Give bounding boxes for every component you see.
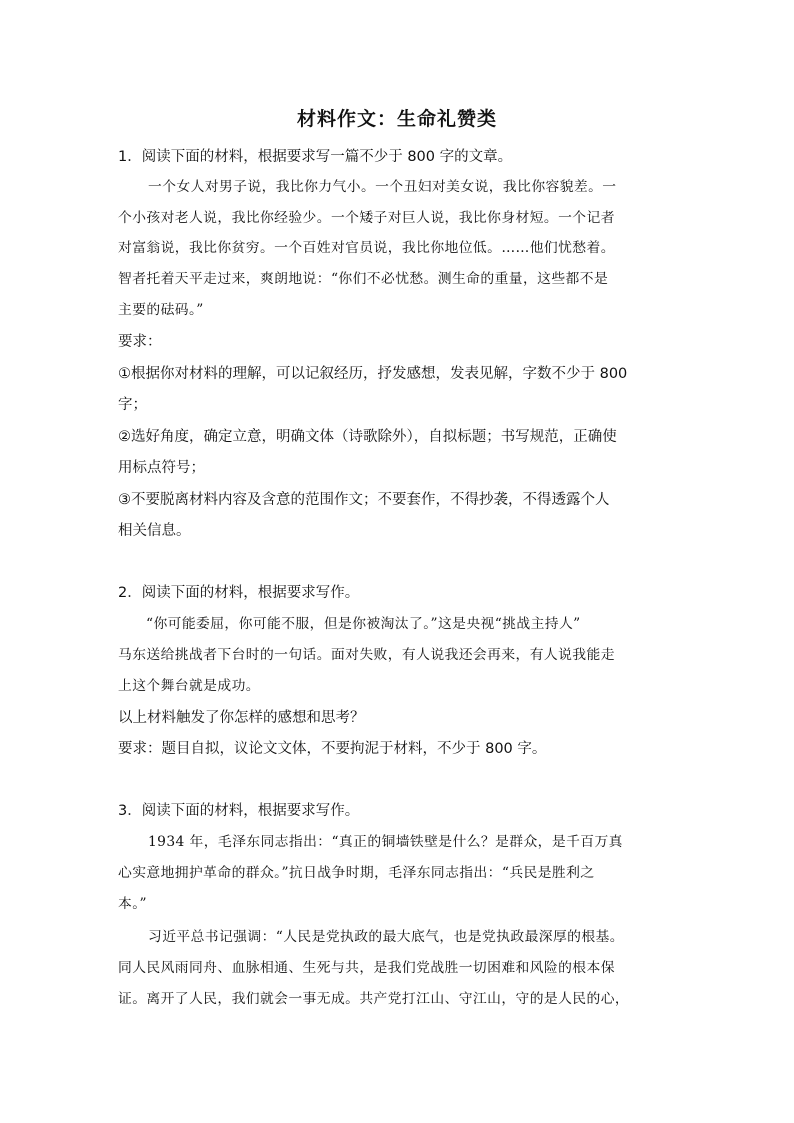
q3-material-line: 心实意地拥护革命的群众。”抗日战争时期，毛泽东同志指出：“兵民是胜利之: [118, 865, 595, 881]
q1-requirements-label: 要求：: [118, 334, 162, 350]
q1-requirement-line: 相关信息。: [118, 523, 191, 539]
document-title: 材料作文：生命礼赞类: [296, 108, 497, 130]
q3-material-line: 证。离开了人民，我们就会一事无成。共产党打江山、守江山，守的是人民的心，: [118, 991, 630, 1007]
q1-requirement-line: 字；: [118, 397, 147, 413]
q3-material-line: 同人民风雨同舟、血脉相通、生死与共，是我们党战胜一切困难和风险的根本保: [118, 960, 615, 976]
q1-material-line: 个小孩对老人说，我比你经验少。一个矮子对巨人说，我比你身材短。一个记者: [118, 210, 615, 226]
q2-requirement: 要求：题目自拟，议论文文体，不要拘泥于材料，不少于 800 字。: [118, 741, 547, 757]
q2-question: 以上材料触发了你怎样的感想和思考？: [118, 710, 365, 726]
q1-requirement-line: ②选好角度，确定立意，明确文体（诗歌除外），自拟标题；书写规范，正确使: [118, 429, 617, 445]
q2-material-line: 马东送给挑战者下台时的一句话。面对失败，有人说我还会再来，有人说我能走: [118, 647, 615, 663]
q2-material-line: 上这个舞台就是成功。: [118, 678, 260, 694]
q1-material-line: 一个女人对男子说，我比你力气小。一个丑妇对美女说，我比你容貌差。一: [148, 179, 617, 195]
q3-heading: 3．阅读下面的材料，根据要求写作。: [118, 803, 360, 819]
q1-requirement-line: ①根据你对材料的理解，可以记叙经历，抒发感想，发表见解，字数不少于 800: [118, 366, 628, 382]
q2-material-line: “你可能委屈，你可能不服，但是你被淘汰了。”这是央视“挑战主持人”: [146, 616, 581, 632]
q1-material-line: 主要的砝码。”: [118, 302, 204, 318]
q3-material-line: 本。”: [118, 896, 147, 912]
q1-heading: 1．阅读下面的材料，根据要求写一篇不少于 800 字的文章。: [118, 149, 513, 165]
q3-material-line: 习近平总书记强调：“人民是党执政的最大底气，也是党执政最深厚的根基。: [148, 929, 624, 945]
q3-material-line: 1934 年，毛泽东同志指出：“真正的铜墙铁壁是什么？是群众，是千百万真: [148, 834, 623, 850]
q1-material-line: 对富翁说，我比你贫穷。一个百姓对官员说，我比你地位低。……他们忧愁着。: [118, 240, 615, 256]
q2-heading: 2．阅读下面的材料，根据要求写作。: [118, 585, 360, 601]
q1-material-line: 智者托着天平走过来，爽朗地说：“你们不必忧愁。测生命的重量，这些都不是: [118, 271, 609, 287]
q1-requirement-line: ③不要脱离材料内容及含意的范围作文；不要套作，不得抄袭，不得透露个人: [118, 492, 610, 508]
q1-requirement-line: 用标点符号；: [118, 460, 205, 476]
